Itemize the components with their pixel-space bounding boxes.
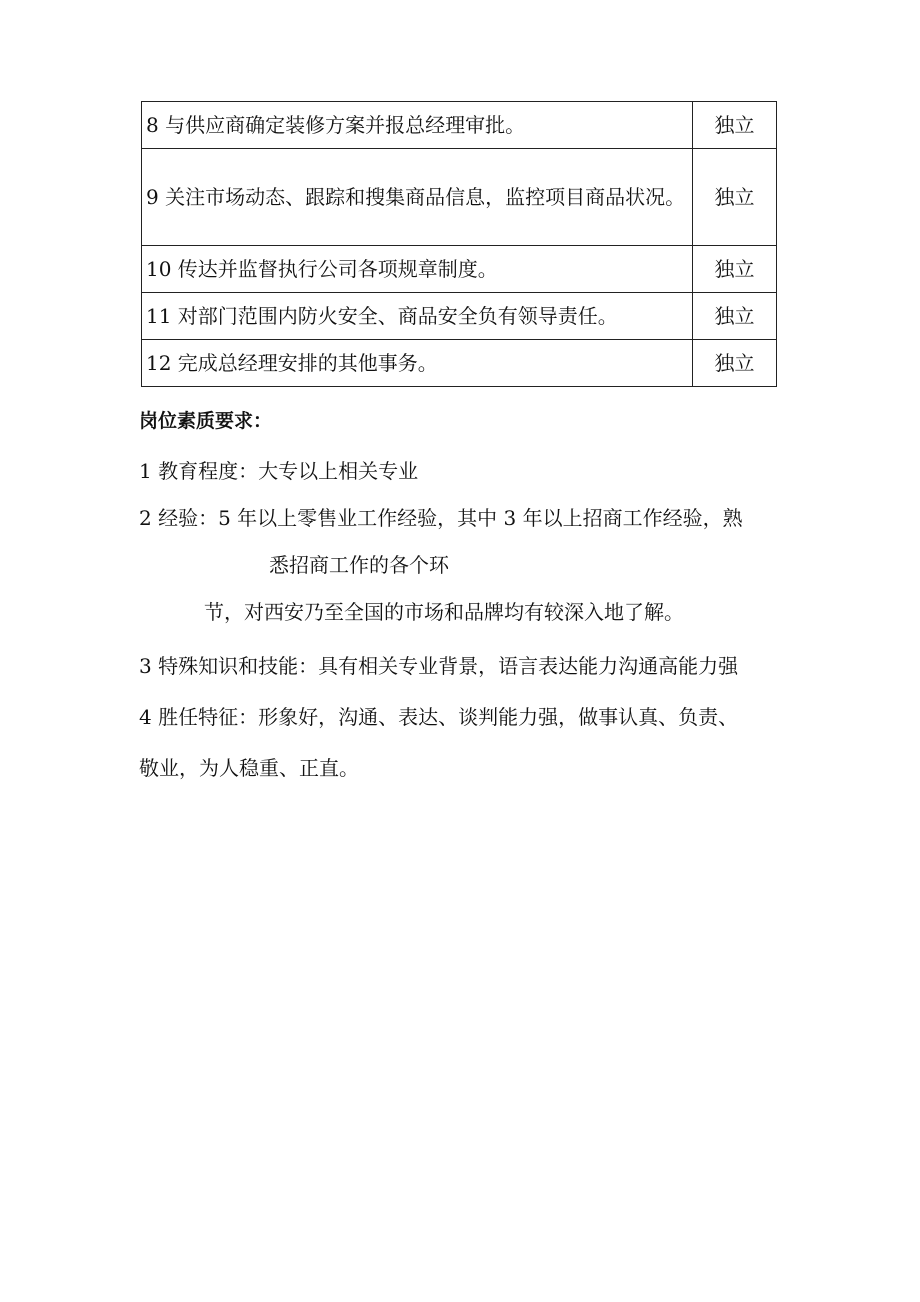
requirement-traits-line1: 4 胜任特征：形象好，沟通、表达、谈判能力强，做事认真、负责、 — [139, 705, 739, 729]
requirement-skills: 3 特殊知识和技能：具有相关专业背景，语言表达能力沟通高能力强 — [139, 654, 739, 678]
requirement-traits-line2: 敬业，为人稳重、正直。 — [139, 756, 359, 780]
duty-mode: 独立 — [693, 246, 777, 293]
requirement-experience-line1: 2 经验：5 年以上零售业工作经验，其中 3 年以上招商工作经验，熟 — [139, 506, 743, 530]
table-row — [142, 293, 777, 340]
duty-description: 11 对部门范围内防火安全、商品安全负有领导责任。 — [142, 293, 693, 340]
requirement-education: 1 教育程度：大专以上相关专业 — [139, 459, 419, 483]
requirement-experience-line2: 悉招商工作的各个环 — [269, 553, 449, 577]
duty-description: 12 完成总经理安排的其他事务。 — [142, 340, 693, 387]
section-title: 岗位素质要求： — [139, 410, 273, 432]
table-row — [142, 102, 777, 149]
duty-description: 8 与供应商确定装修方案并报总经理审批。 — [142, 102, 693, 149]
duty-mode: 独立 — [693, 340, 777, 387]
table-row — [142, 149, 777, 246]
duty-table — [141, 101, 777, 387]
duty-mode: 独立 — [693, 102, 777, 149]
table-row — [142, 340, 777, 387]
duty-description: 9 关注市场动态、跟踪和搜集商品信息，监控项目商品状况。 — [142, 149, 693, 246]
requirement-experience-line3: 节，对西安乃至全国的市场和品牌均有较深入地了解。 — [204, 600, 684, 624]
duty-mode: 独立 — [693, 149, 777, 246]
table-row — [142, 246, 777, 293]
duty-mode: 独立 — [693, 293, 777, 340]
duty-description: 10 传达并监督执行公司各项规章制度。 — [142, 246, 693, 293]
